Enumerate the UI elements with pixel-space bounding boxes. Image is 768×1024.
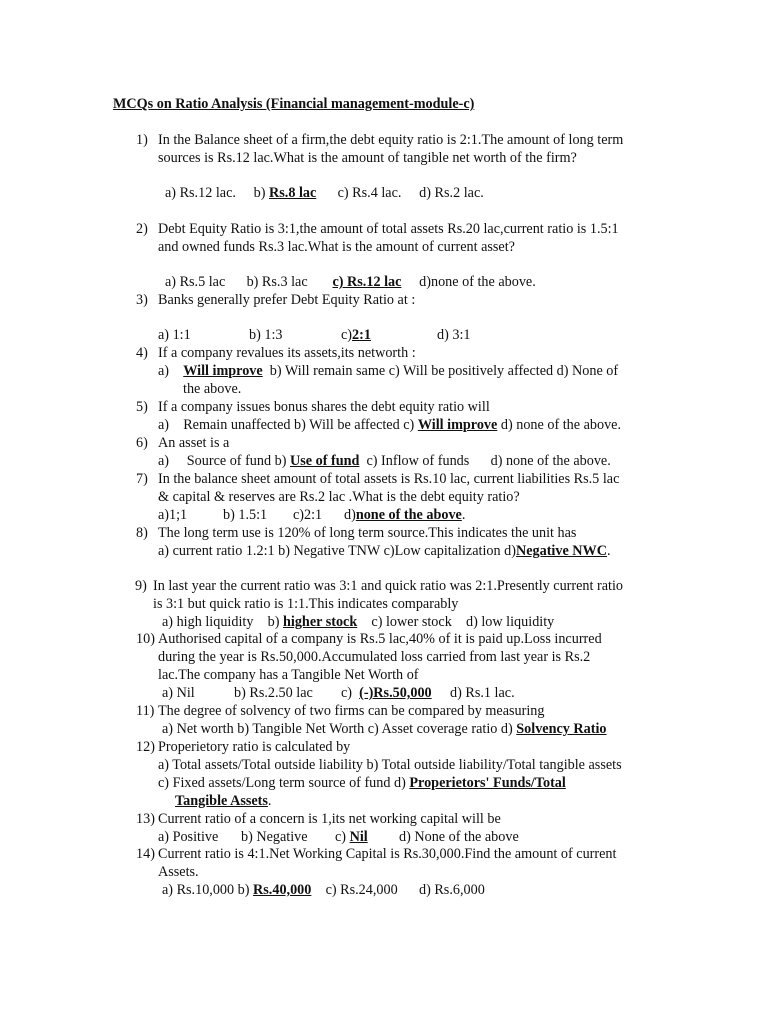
question-6-number: 6) [136,435,148,451]
question-10-text-line-3: lac.The company has a Tangible Net Worth of [158,667,419,683]
question-10-text-line-1: Authorised capital of a company is Rs.5 lac,40% of it is paid up.Loss incurred [158,631,602,647]
question-11-text-line-1: The degree of solvency of two firms can be compared by measuring [158,703,545,719]
question-14-number: 14) [136,846,155,862]
question-5-text-line-1: If a company issues bonus shares the debt equity ratio will [158,399,490,415]
question-11-options: a) Net worth b) Tangible Net Worth c) Asset coverage ratio d) Solvency Ratio [162,721,607,737]
question-8-text-line-1: The long term use is 120% of long term source.This indicates the unit has [158,525,577,541]
question-2-text-line-2: and owned funds Rs.3 lac.What is the amount of current asset? [158,239,515,255]
question-2-text-line-1: Debt Equity Ratio is 3:1,the amount of total assets Rs.20 lac,current ratio is 1.5:1 [158,221,619,237]
question-3-option-b: b) 1:3 [249,327,283,343]
correct-answer: Use of fund [290,453,360,469]
correct-answer: 2:1 [352,327,371,343]
correct-answer: Will improve [417,417,498,433]
question-1-number: 1) [136,132,148,148]
question-8-options: a) current ratio 1.2:1 b) Negative TNW c)Low capitalization d)Negative NWC. [158,543,611,559]
question-13-option-b: b) Negative [241,829,308,845]
question-3-text-line-1: Banks generally prefer Debt Equity Ratio at : [158,292,416,308]
question-13-option-c: c) Nil [335,829,368,845]
question-3-option-d: d) 3:1 [437,327,471,343]
question-7-text-line-1: In the balance sheet amount of total assets is Rs.10 lac, current liabilities Rs.5 lac [158,471,620,487]
option-d: d)none of the above. [419,274,536,290]
question-13-option-d: d) None of the above [399,829,519,845]
question-3-option-a: a) 1:1 [158,327,191,343]
page-title: MCQs on Ratio Analysis (Financial management-module-c) [113,96,475,112]
correct-answer: none of the above [355,507,462,523]
question-12-options-line-2: c) Fixed assets/Long term source of fund d) Properietors' Funds/Total [158,775,566,791]
correct-answer: higher stock [283,614,358,630]
question-7-option-d: d)none of the above. [344,507,466,523]
question-10-option-b: b) Rs.2.50 lac [234,685,313,701]
question-4-number: 4) [136,345,148,361]
question-10-number: 10) [136,631,155,647]
question-1-options [165,184,484,202]
question-5-number: 5) [136,399,148,415]
correct-answer: c) Rs.12 lac [332,274,402,290]
question-12-number: 12) [136,739,155,755]
correct-answer: Properietors' Funds/Total [409,775,566,791]
question-6-text-line-1: An asset is a [158,435,230,451]
question-2-options [165,273,536,291]
question-7-option-c: c)2:1 [293,507,323,523]
option-d: d) Rs.2 lac. [419,185,484,201]
question-9-text-line-2: is 3:1 but quick ratio is 1:1.This indicates comparably [153,596,459,612]
question-13-option-a: a) Positive [158,829,219,845]
question-7-number: 7) [136,471,148,487]
question-9-number: 9) [135,578,147,594]
question-12-text-line-1: Properietory ratio is calculated by [158,739,351,755]
question-6-options: a) Source of fund b) Use of fund c) Inflow of funds d) none of the above. [158,453,611,469]
question-14-options: a) Rs.10,000 b) Rs.40,000 c) Rs.24,000 d) Rs.6,000 [162,882,485,898]
question-10-option-c: c) (-)Rs.50,000 [341,685,432,701]
option-b-label: b) [253,185,266,201]
question-4-text-line-1: If a company revalues its assets,its networth : [158,345,416,361]
question-14-text-line-2: Assets. [158,864,199,880]
question-13-number: 13) [136,811,155,827]
question-12-options-line-3: Tangible Assets. [175,793,272,809]
correct-answer-cont: Tangible Assets [175,793,268,809]
question-5-options: a) Remain unaffected b) Will be affected c) Will improve d) none of the above. [158,417,622,433]
correct-answer: Will improve [183,363,263,379]
question-3-number: 3) [136,292,148,308]
correct-answer: Solvency Ratio [516,721,607,737]
option-b: b) Rs.3 lac [246,274,308,290]
question-4-options-cont: the above. [183,381,242,397]
question-7-text-line-2: & capital & reserves are Rs.2 lac .What is the debt equity ratio? [158,489,520,505]
question-10-text-line-2: during the year is Rs.50,000.Accumulated loss carried from last year is Rs.2 [158,649,591,665]
option-c: c) Rs.4 lac. [337,185,402,201]
question-14-text-line-1: Current ratio is 4:1.Net Working Capital is Rs.30,000.Find the amount of current [158,846,617,862]
question-1-text-line-1: In the Balance sheet of a firm,the debt equity ratio is 2:1.The amount of long term [158,132,624,148]
question-7-option-a: a)1;1 [158,507,188,523]
question-9-options: a) high liquidity b) higher stock c) lower stock d) low liquidity [162,614,555,630]
question-12-options-line-1: a) Total assets/Total outside liability b) Total outside liability/Total tangible assets [158,757,622,773]
question-8-number: 8) [136,525,148,541]
question-3-option-c: c)2:1 [341,327,371,343]
option-a: a) Rs.5 lac [165,274,226,290]
question-4-options: a) Will improve b) Will remain same c) Will be positively affected d) None of [158,363,619,379]
question-10-option-a: a) Nil [162,685,195,701]
question-11-number: 11) [136,703,155,719]
correct-answer: (-)Rs.50,000 [359,685,432,701]
question-1-text-line-2: sources is Rs.12 lac.What is the amount of tangible net worth of the firm? [158,150,577,166]
correct-answer: Rs.40,000 [253,882,312,898]
question-2-number: 2) [136,221,148,237]
question-9-text-line-1: In last year the current ratio was 3:1 and quick ratio was 2:1.Presently current ratio [153,578,624,594]
option-a: a) Rs.12 lac. [165,185,236,201]
question-10-option-d: d) Rs.1 lac. [450,685,515,701]
question-13-text-line-1: Current ratio of a concern is 1,its net working capital will be [158,811,501,827]
correct-answer: Rs.8 lac [269,185,317,201]
correct-answer: Negative NWC [515,543,607,559]
question-7-option-b: b) 1.5:1 [223,507,268,523]
correct-answer: Nil [349,829,368,845]
